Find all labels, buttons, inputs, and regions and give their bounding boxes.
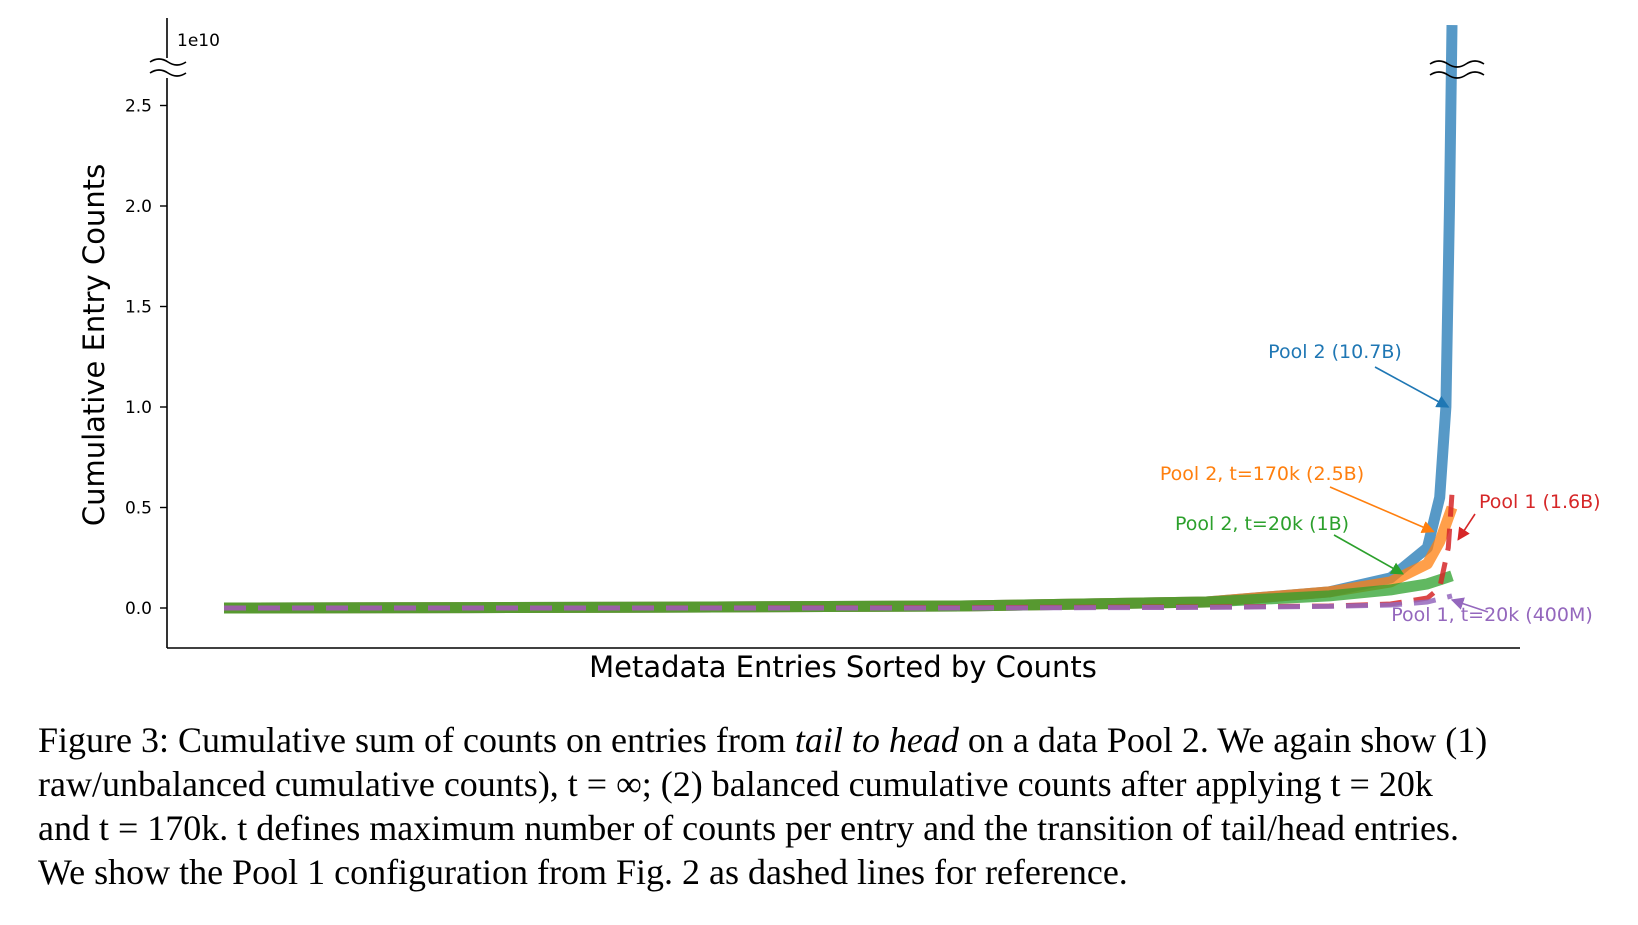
y-tick-label: 1.5 [124,297,152,318]
caption-italic-phrase: tail to head [794,720,959,760]
caption-line-4: We show the Pool 1 configuration from Fig. 2 as dashed lines for reference. [38,852,1128,892]
figure-caption [38,718,1618,894]
caption-line-1-b: on a data Pool 2. We again show (1) [958,720,1488,760]
annotation-arrow [1458,514,1475,540]
caption-line-1-a: Figure 3: Cumulative sum of counts on entries from [38,720,795,760]
annotation-label: Pool 2, t=170k (2.5B) [1159,463,1365,485]
y-tick-label: 0.5 [124,498,152,519]
annotation-label: Pool 2, t=20k (1B) [1174,513,1350,535]
y-ticks [125,97,167,620]
annotation-label: Pool 2 (10.7B) [1268,341,1402,363]
caption-line-1 [38,718,1618,762]
annotation-label: Pool 1, t=20k (400M) [1391,604,1593,626]
y-tick-label: 0.0 [124,599,152,619]
annotation-label: Pool 1 (1.6B) [1479,491,1601,513]
axis-break-symbol-right [1430,61,1484,78]
y-axis-title: Cumulative Entry Counts [77,163,111,527]
caption-line-3: and t = 170k. t defines maximum number of counts per entry and the transition of tail/head entries. [38,808,1459,848]
y-tick-label: 2.5 [124,96,152,117]
axes-layer [148,18,1520,648]
y-tick-label: 1.0 [124,398,152,418]
x-axis-title: Metadata Entries Sorted by Counts [589,650,1097,684]
y-scale-label: 1e10 [177,31,220,51]
annotation-arrow [1334,535,1403,574]
annotation-arrow [1375,367,1448,407]
y-tick-label: 2.0 [124,197,152,217]
series-line-pool-1-1-6b- [224,493,1452,608]
caption-line-2: raw/unbalanced cumulative counts), t = ∞; (2) balanced cumulative counts after applying t = 20k [38,764,1433,804]
